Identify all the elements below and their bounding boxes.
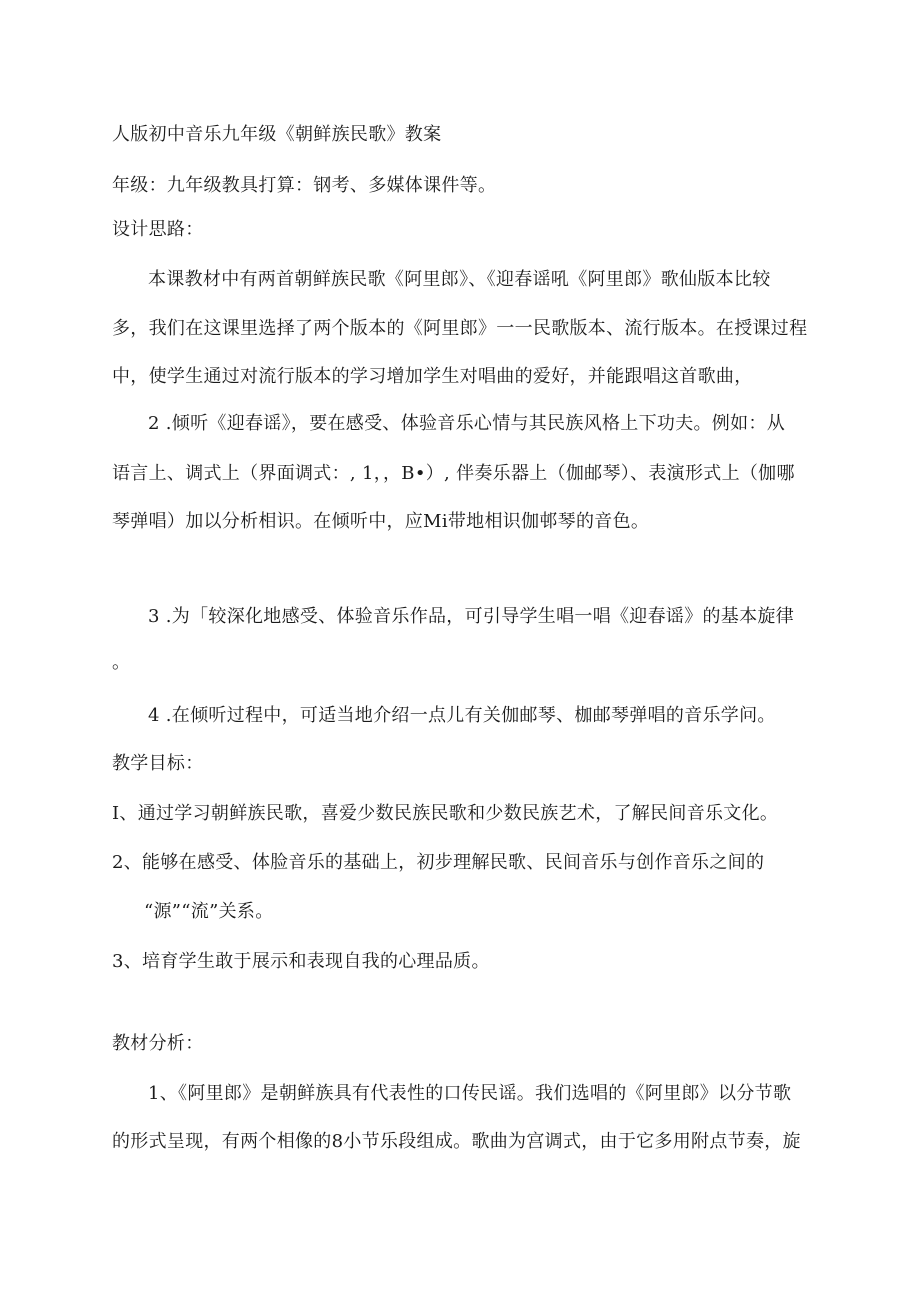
grade-line: 年级：九年级教具打算：钢考、多媒体课件等。 bbox=[112, 175, 497, 196]
design-para2-line2: 语言上、调式上（界面调式：, 1，，B•）, 伴奏乐器上（伽邮琴）、表演形式上（伽哪 bbox=[112, 463, 795, 484]
analysis-para1-line2: 的形式呈现，有两个相像的8小节乐段组成。歌曲为宫调式，由于它多用附点节奏，旋 bbox=[112, 1131, 801, 1152]
analysis-heading: 教材分析： bbox=[112, 1033, 204, 1054]
design-para2-line3: 琴弹唱）加以分析相识。在倾听中，应Mi带地相识伽邨琴的音色。 bbox=[112, 511, 650, 532]
goal-2-continued: “源”“流”关系。 bbox=[144, 901, 274, 922]
analysis-para1-line1: 1、《阿里郎》是朝鲜族具有代表性的口传民谣。我们选唱的《阿里郎》以分节歌 bbox=[148, 1083, 792, 1104]
goals-heading: 教学目标： bbox=[112, 753, 204, 774]
design-para2-line1: 2 .倾听《迎春谣》，要在感受、体验音乐心情与其民族风格上下功夫。例如：从 bbox=[148, 413, 785, 434]
document-title: 人版初中音乐九年级《朝鲜族民歌》教案 bbox=[112, 124, 442, 145]
design-para1-line1: 本课教材中有两首朝鲜族民歌《阿里郎》、《迎春谣吼《阿里郎》歌仙版本比较 bbox=[148, 269, 771, 290]
goal-3: 3、培育学生敢于展示和表现自我的心理品质。 bbox=[112, 951, 490, 972]
design-para4: 4 .在倾听过程中，可适当地介绍一点儿有关伽邮琴、枷邮琴弹唱的音乐学问。 bbox=[148, 705, 776, 726]
design-para1-line2: 多，我们在这课里选择了两个版本的《阿里郎》一一民歌版本、流行版本。在授课过程 bbox=[112, 318, 808, 339]
design-para3-line2: 。 bbox=[112, 652, 131, 673]
design-para3-line1: 3 .为「较深化地感受、体验音乐作品，可引导学生唱一唱《迎春谣》的基本旋律 bbox=[148, 606, 794, 627]
design-para1-line3: 中，使学生通过对流行版本的学习增加学生对唱曲的爱好，并能跟唱这首歌曲， bbox=[112, 366, 753, 387]
design-heading: 设计思路： bbox=[112, 219, 204, 240]
goal-2: 2、能够在感受、体脸音乐的基础上，初步理解民歌、民间音乐与创作音乐之间的 bbox=[112, 852, 765, 873]
goal-1: I、通过学习朝鲜族民歌，喜爱少数民族民歌和少数民族艺术，了解民间音乐文化。 bbox=[112, 803, 779, 824]
